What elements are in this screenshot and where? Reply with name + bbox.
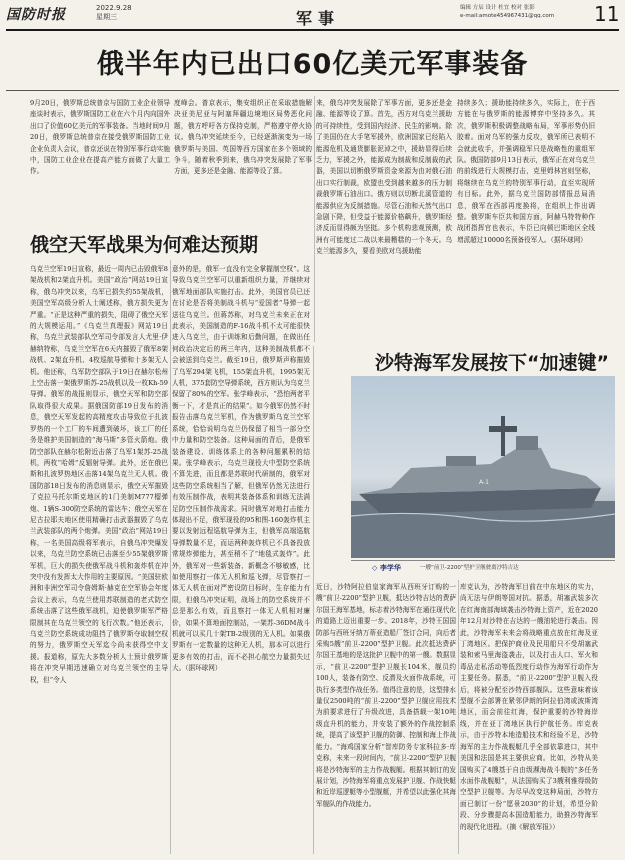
article1-col4: 持续多久；援助能持续多久，实际上，在于西方能在与俄罗斯的能源博弈中坚持多久。其次，俄罗斯积极调整战略布局，军事形势仍旧胶着。面对乌军的强力反攻，俄军所已表明不会就此收手，并强调稳军只是战略性的重组军队。俄国防部9月13日表示，俄军正在对乌克兰的前线进行大规模打击，克里姆林宫则坚称，将继续在乌克兰的特别军事行动，直至实现所有目标。此外，据乌克兰国防部情报总局消息，俄军在西部再度换将，在组织上作出调整。俄罗斯车臣共和国方面，阿赫马特特种作战团指挥官也表示，车臣已向顿巴斯地区全线增派超过10000名预备役军人。（据环球网） [457,99,595,244]
article2-col2: 意外的是，俄军一直没有完全掌握制空权”。这导致乌克兰空军可以重新组织力量，并继续对俄军地面部队实施打击。此外，美国官员已还在讨论是否将美制战斗机与“爱国者”导弹一起送往乌克兰。但蒋苏称，对乌克兰未来正在对此表示，美国制造的F-16战斗机不太可能很快进入乌克兰，由于训练和后勤问题，在做出任何政治决定后的两三年内，这种美制战机都不会被送到乌克兰。截至19日，俄罗斯声称摧毁了乌军294架飞机，155架直升机，1995架无人机，375套防空导弹系统，西方则认为乌克兰保留了80%的空军。张学峰表示，“恐怕两者平衡一下，才是真正的结果”。如今俄军仍然不时报告击落乌克兰军机，作为俄罗斯乌克兰空军系统，恰恰说明乌克兰仍保留了相当一部分空中力量和防空装备。这种局面的背后，是俄军装备建设、训练体系上的各种问题累积的结果。张学峰表示，乌克兰现役大中型防空系统不算先进，而且都是苏联时代研制的，俄军对这些防空系统相当了解，但俄军仍然无法进行有效压制作战，表明其装备体系和训练无法满足防空压制作战需求。同时俄军对地打击能力体现出不足，俄军现役的95和图-160轰炸机主要以发射远程巡航导弹为主，但俄军高端巡航导弹数量不足，而运两种轰炸机已不具备投放常规炸弹能力，甚至稍不了“地毯式轰炸”。此外，俄军对一些新装备、新概念不够敏感，比如使用察打一体无人机和巡飞弹，尽管察打一体无人机在面对严密设防目标时，生存能力有限，但俄乌冲突证明，战场上的防空系统并不总是那么有效，而且察打一体无人机相对廉价，如果不算地面控制站，一架苏-36DM战斗机就可以买几十架TB-2级别的无人机。如果俄罗斯有一定数量的这种无人机，那本可以进行更多有效的打击，而不必担心航空力量损失过大。（据环球网） [172,265,310,673]
article2-col1: 乌克兰空军19日宣称，最近一周内已击毁俄军8架战机和2架直升机。美国“政治”网站19日宣称，俄乌冲突以来，乌军已损失约55架战机，美国空军高级分析人士阐述称，俄方损失更为严重。“正是这种严重的损失，阻碍了俄空天军的大规模运用。”《乌克兰真理报》网站19日称，乌克兰武装部队空军司令部发言人尤里·伊赫纳特称，乌克兰空军在6天内摧毁了俄军8架战机、2架直升机、4枚巡航导弹和十多架无人机。他还称，乌军防空部队于19日在赫尔松州上空击落一架俄罗斯苏-25战机以及一枚Kh-59导弹。俄军的战报则显示，俄空天军和防空部队取得很大成果。据俄国防部19日发布的消息，俄空天军发起的高精度攻击导致位于扎波罗热的一个工厂的车间遭到破坏，该工厂的任务是维护美国制造的“海马斯”多管火箭炮。俄防空部队在赫尔松附近击落了乌军1架苏-25战机，两枚“哈姆”反辐射导弹。此外，还在俄巴斯和扎波罗热地区击落14架乌克兰无人机。俄国防部18日发布的消息则显示，俄空天军摧毁了克拉马托尔斯克地区的1门美制M777榴弹炮、1辆S-300防空系统的雷达车；俄空天军在尼古拉耶夫地区使用精确打击武器摧毁了乌克兰武装部队的两个炮弹。美国“政治”网站19日称，一名美国高级将军表示，自俄乌冲突爆发以来，乌克兰防空系统已击落至少55架俄罗斯军机，巨大的损失使俄军战斗机和轰炸机在冲突中没有发挥太大作用的主要原因。“美国驻欧洲和非洲空军司令詹姆斯·赫克在空军协会年度会议上表示，乌克兰使用苏联制造的老式防空系统击落了这些俄军战机，迫使俄罗斯军严格限制其在乌克兰领空的飞行次数。”他还表示，乌克兰防空系统成功阻挡了俄罗斯夺取制空权的努力，俄罗斯空天军迄今尚未获得空中支援。报道称，原先大多数分析人士预计俄罗斯将在冲突早期迅速确立对乌克兰领空的主导权，但“令人 [30,265,168,684]
newspaper-logo: 国防时报 [6,7,66,23]
masthead [0,0,625,30]
column-divider [170,260,171,854]
column-divider [458,580,459,854]
editor-names: 编辑 方辰 设计 杜宜 校对 张影 [460,5,535,11]
article2-headline: 俄空天军战果为何难达预期 [30,234,259,256]
column-divider [314,96,315,342]
author-name: 李学华 [379,564,401,572]
editor-credits [460,4,554,20]
weekday-text: 星期三 [96,13,117,21]
page-number: 11 [594,2,620,26]
editor-email: e-mail:amote454967431@qq.com [460,13,555,19]
article1-col3: 来，俄乌冲突发展除了军事方面，更多还是金融、能源等设了算。首先，西方对乌克兰援助的可持续性，受到国内经济、民生的影响。除了美国仍在大手笔军援外，欧洲国家已经陷入能源危机及通货膨胀泥淖之中，援助显得后续乏力，军援之外，能源成为制裁和反制裁的武器，美国以切断俄罗斯资金来源为由对俄石油出口实行制裁，欧盟也受到越来越多的压力制裁俄罗斯石油出口。俄方则以切断北溪管道的能源供应为反制措施。尽管石油和天然气出口急剧下降，但受益于能源价格飙升，俄罗斯经济反而显得颇为坚挺。多个机构悲观预测，欧洲有可能度过二战以来最糟糕的一个冬天。乌克兰能源多久，要看美欧对乌援助能 [316,99,452,256]
warship-photo [351,376,615,558]
byline [372,563,401,573]
section-title: 军事 [296,9,341,28]
article1-col2: 度峰会。普京表示，集安组织正在采取措施解决亚美尼亚与阿塞拜疆边境地区局势恶化问题，俄方呼吁各方保持克制，严格遵守停火协议。俄乌冲突延续至今，已经逐渐演变为一场俄罗斯与美国、英国等西方国家在多个领域的争斗，随着秋季到来，俄乌冲突发展除了军事方面，更多还是金融、能源等设了算。 [174,99,312,176]
article1-col1: 9月20日，俄罗斯总统普京与国防工业企业领导座谈时表示，俄罗斯国防工业在六个月内向国外出口了价值60亿美元的军事装备。当地时间9月20日，俄罗斯总统普京在接受俄罗斯国防工业企业负责人会议，普京还说在特别军事行动实施中，国防工业企业在提高产能方面做了大量工作。 [30,99,170,176]
photo-caption: 一艘“前卫-2200”型护卫舰驶离沙特吉达 [420,565,519,571]
article3-headline: 沙特海军发展按下“加速键” [375,352,609,374]
column-divider [313,346,314,854]
main-headline: 俄半年内已出口60亿美元军事装备 [96,49,529,80]
header-rule [6,29,619,31]
hull-number: A-1 [479,479,489,486]
author-icon: ◇ [372,564,380,572]
frigate-image [351,376,615,558]
date-text: 2022.9.28 [96,4,132,12]
article3-col2: 库克认为，沙特海军目前在中东地区的实力，尚无法与伊朗等国对抗。据悉，胡塞武装多次在红海南部海域袭击沙特海上资产，近在2020年12月对沙特在吉达的一艘油轮进行袭击。因此，沙特海军未来会将战略重点放在红海及亚丁湾地区。把保护商业及民用船只不受胡塞武装和索马里海盗袭击，以及打击人口、军火和毒品走私活动等低烈度行动作为海军行动作为主要任务。据悉，“前卫-2200”型护卫舰入役后，将被分配至沙特西部舰队。这些意味着该型舰不会部署在紧邻伊朗的阿拉伯湾或波斯湾地区，而会前往红海，保护重要的沙特海岸线，并在亚丁湾地区执行护航任务。库克表示，由于沙特本地造船技术和经验不足，沙特海军的主力作战舰艇几乎全部依靠进口，其中美国和法国是其主要供应商。比如，沙特从美国购买了4艘基于自由级濒海战斗舰的“多任务水面作战舰艇”，从法国购买了3艘利雅得级防空型护卫舰等。为尽早改变这种局面，沙特方面已制订一份“愿景2030”的计划，希望分阶段、分步骤提高本国造船能力，助推沙特海军的现代化进程。（摘《解放军报》） [460,583,598,831]
issue-date [96,4,132,22]
article3-col1: 近日，沙特阿拉伯皇家海军从西班牙订购的一艘“前卫-2200”型护卫舰，抵达沙特吉达的费萨尔国王海军基地，标志着沙特海军在通往现代化的道路上迈出重要一步。2018年，沙特王国国防部与西班牙纳万蒂亚造船厂签订合同，向后者采购5艘“前卫-2200”型护卫舰。此次抵达费萨尔国王基地的是这批护卫舰中的第一艘。数据显示，“前卫-2200”型护卫舰长104米，舰员约100人，装备有防空、反潜及火面作战系统，可执行多类型作战任务。值得注意的是，这型排水量仅2500吨的“前卫-2200”型护卫舰应用技术为前要求进行了升级改进，具备搭载一架10吨级直升机的能力，并安装了额外的作战控制系统，提高了该型护卫舰的防御、控制和海上作战能力。“海鸡国家分析”智库防务专家科拉多·库克称，未来一段时间内，“前卫-2200”型护卫舰将是沙特海军的主力作战舰艇。根据其制订的发展计划，沙特海军将重点发展护卫舰、作战快艇和近岸巡逻艇等小型舰艇，并希望以此强化其海军舰队的作战能力。 [316,583,456,808]
headline-rule [6,90,619,91]
caption-rule [351,560,615,561]
